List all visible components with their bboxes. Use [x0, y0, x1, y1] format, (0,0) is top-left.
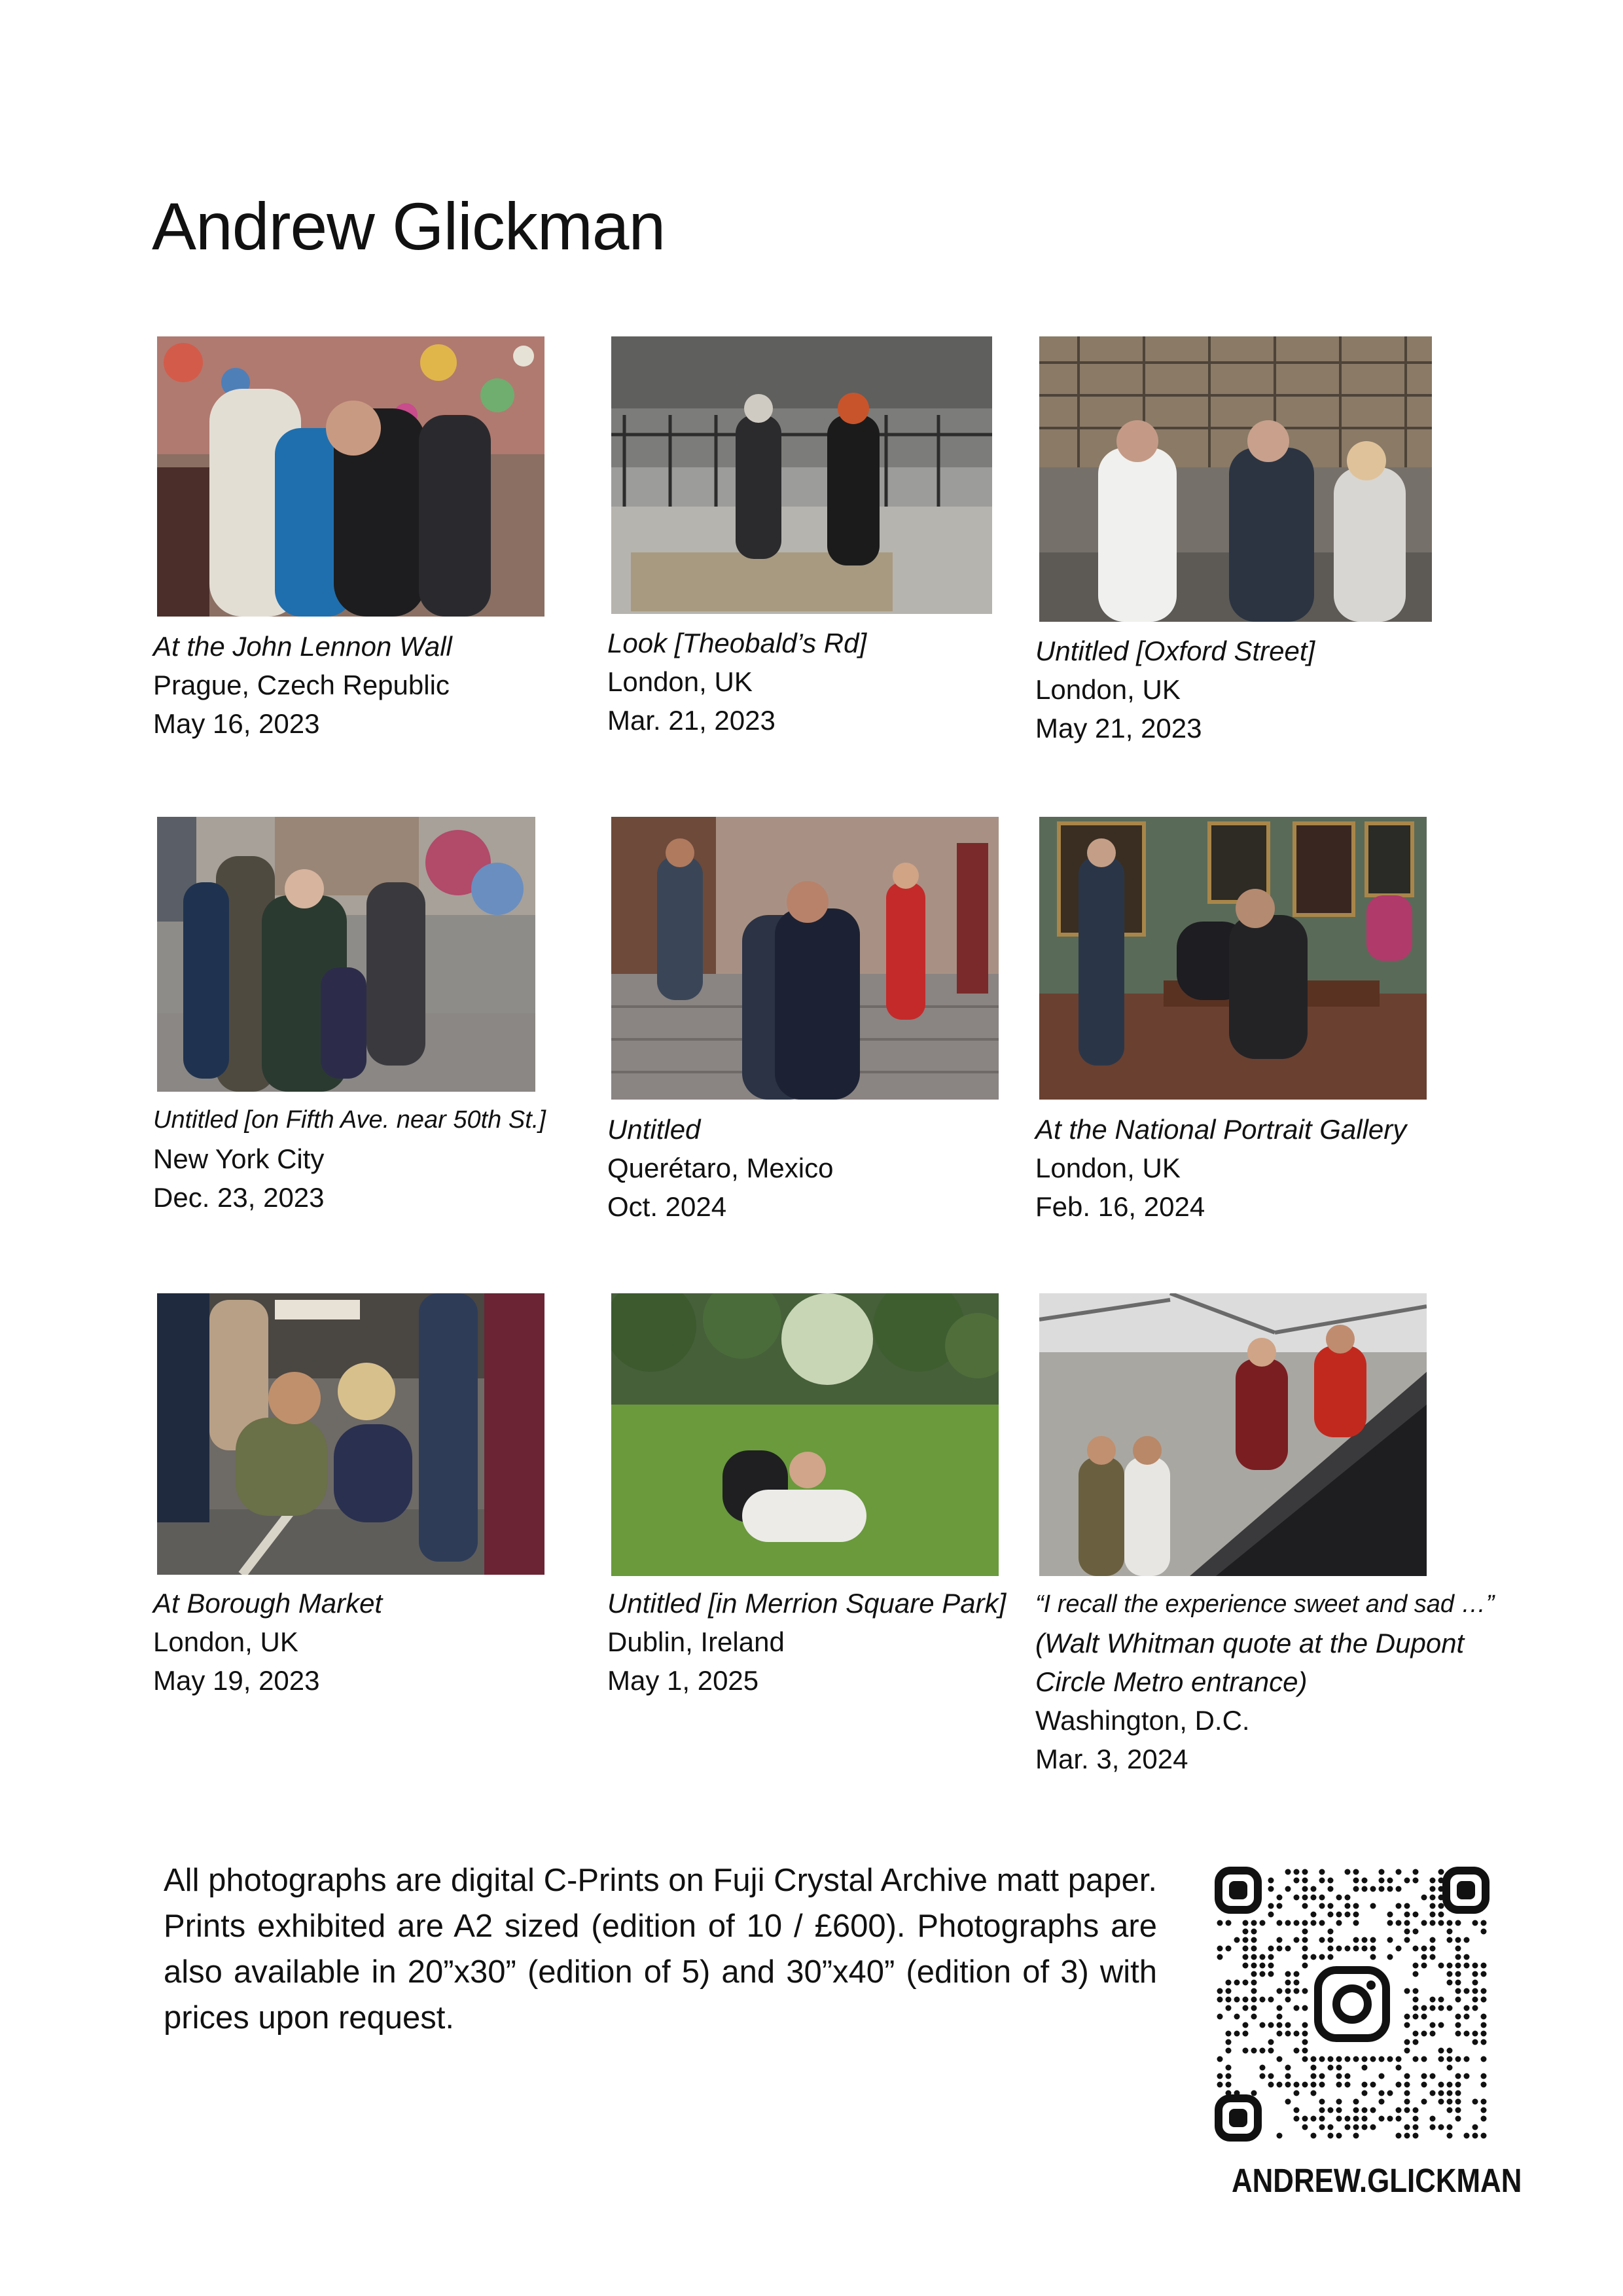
instagram-qr-code[interactable] — [1212, 1864, 1492, 2144]
photo-location: Prague, Czech Republic — [153, 670, 450, 700]
photo-date: May 21, 2023 — [1035, 713, 1202, 744]
photo-borough-market — [157, 1293, 544, 1575]
photo-note-line-1: (Walt Whitman quote at the Dupont — [1035, 1628, 1465, 1659]
photo-date: Oct. 2024 — [607, 1191, 727, 1222]
photo-location: Dublin, Ireland — [607, 1626, 785, 1657]
photo-date: May 19, 2023 — [153, 1665, 320, 1696]
photo-location: Querétaro, Mexico — [607, 1153, 834, 1183]
caption-fifth-ave — [153, 1101, 546, 1217]
photo-title: Untitled [Oxford Street] — [1035, 636, 1315, 666]
photo-national-portrait-gallery — [1039, 817, 1427, 1100]
photo-title: Untitled [in Merrion Square Park] — [607, 1588, 1007, 1619]
photo-location: Washington, D.C. — [1035, 1705, 1250, 1736]
caption-merrion-square-park — [607, 1584, 1006, 1700]
photo-title: At Borough Market — [153, 1588, 383, 1619]
caption-national-portrait-gallery — [1035, 1110, 1406, 1226]
caption-dupont-circle — [1035, 1585, 1494, 1778]
photo-theobalds-rd — [611, 336, 992, 614]
photo-date: Mar. 21, 2023 — [607, 705, 776, 736]
photo-note-line-2: Circle Metro entrance) — [1035, 1666, 1308, 1697]
caption-theobalds-rd — [607, 624, 866, 740]
photo-title: At the John Lennon Wall — [153, 631, 452, 662]
print-info: All photographs are digital C-Prints on Fuji Crystal Archive matt paper. Prints exhibited are A2 sized (edition of 10 / £600). Photographs are also available in 20”x30” (edition of 5) and 30”x40” (edition of 3) with prices upon request. — [164, 1863, 1157, 2036]
photo-title: Look [Theobald’s Rd] — [607, 628, 867, 658]
photo-date: Feb. 16, 2024 — [1035, 1191, 1205, 1222]
photo-location: London, UK — [607, 666, 753, 697]
photo-dupont-circle — [1039, 1293, 1427, 1576]
photo-location: London, UK — [1035, 674, 1181, 705]
photo-date: May 1, 2025 — [607, 1665, 759, 1696]
photo-john-lennon-wall — [157, 336, 544, 617]
photo-queretaro — [611, 817, 999, 1100]
photo-merrion-square-park — [611, 1293, 999, 1576]
photo-title: Untitled [on Fifth Ave. near 50th St.] — [153, 1106, 546, 1134]
caption-john-lennon-wall — [153, 627, 452, 743]
artist-name: Andrew Glickman — [152, 189, 666, 264]
caption-queretaro — [607, 1110, 833, 1226]
photo-date: Mar. 3, 2024 — [1035, 1744, 1188, 1774]
photo-oxford-street — [1039, 336, 1432, 622]
photo-title: Untitled — [607, 1114, 701, 1145]
instagram-icon — [1310, 1962, 1394, 2046]
photo-title: “I recall the experience sweet and sad …” — [1035, 1590, 1495, 1618]
photo-location: London, UK — [1035, 1153, 1181, 1183]
caption-borough-market — [153, 1584, 382, 1700]
photo-location: London, UK — [153, 1626, 298, 1657]
photo-title: At the National Portrait Gallery — [1035, 1114, 1407, 1145]
photo-date: May 16, 2023 — [153, 708, 320, 739]
photo-location: New York City — [153, 1143, 325, 1174]
caption-oxford-street — [1035, 632, 1315, 747]
photo-fifth-ave — [157, 817, 535, 1092]
photo-date: Dec. 23, 2023 — [153, 1182, 325, 1213]
instagram-handle[interactable]: ANDREW.GLICKMAN — [1231, 2162, 1522, 2199]
